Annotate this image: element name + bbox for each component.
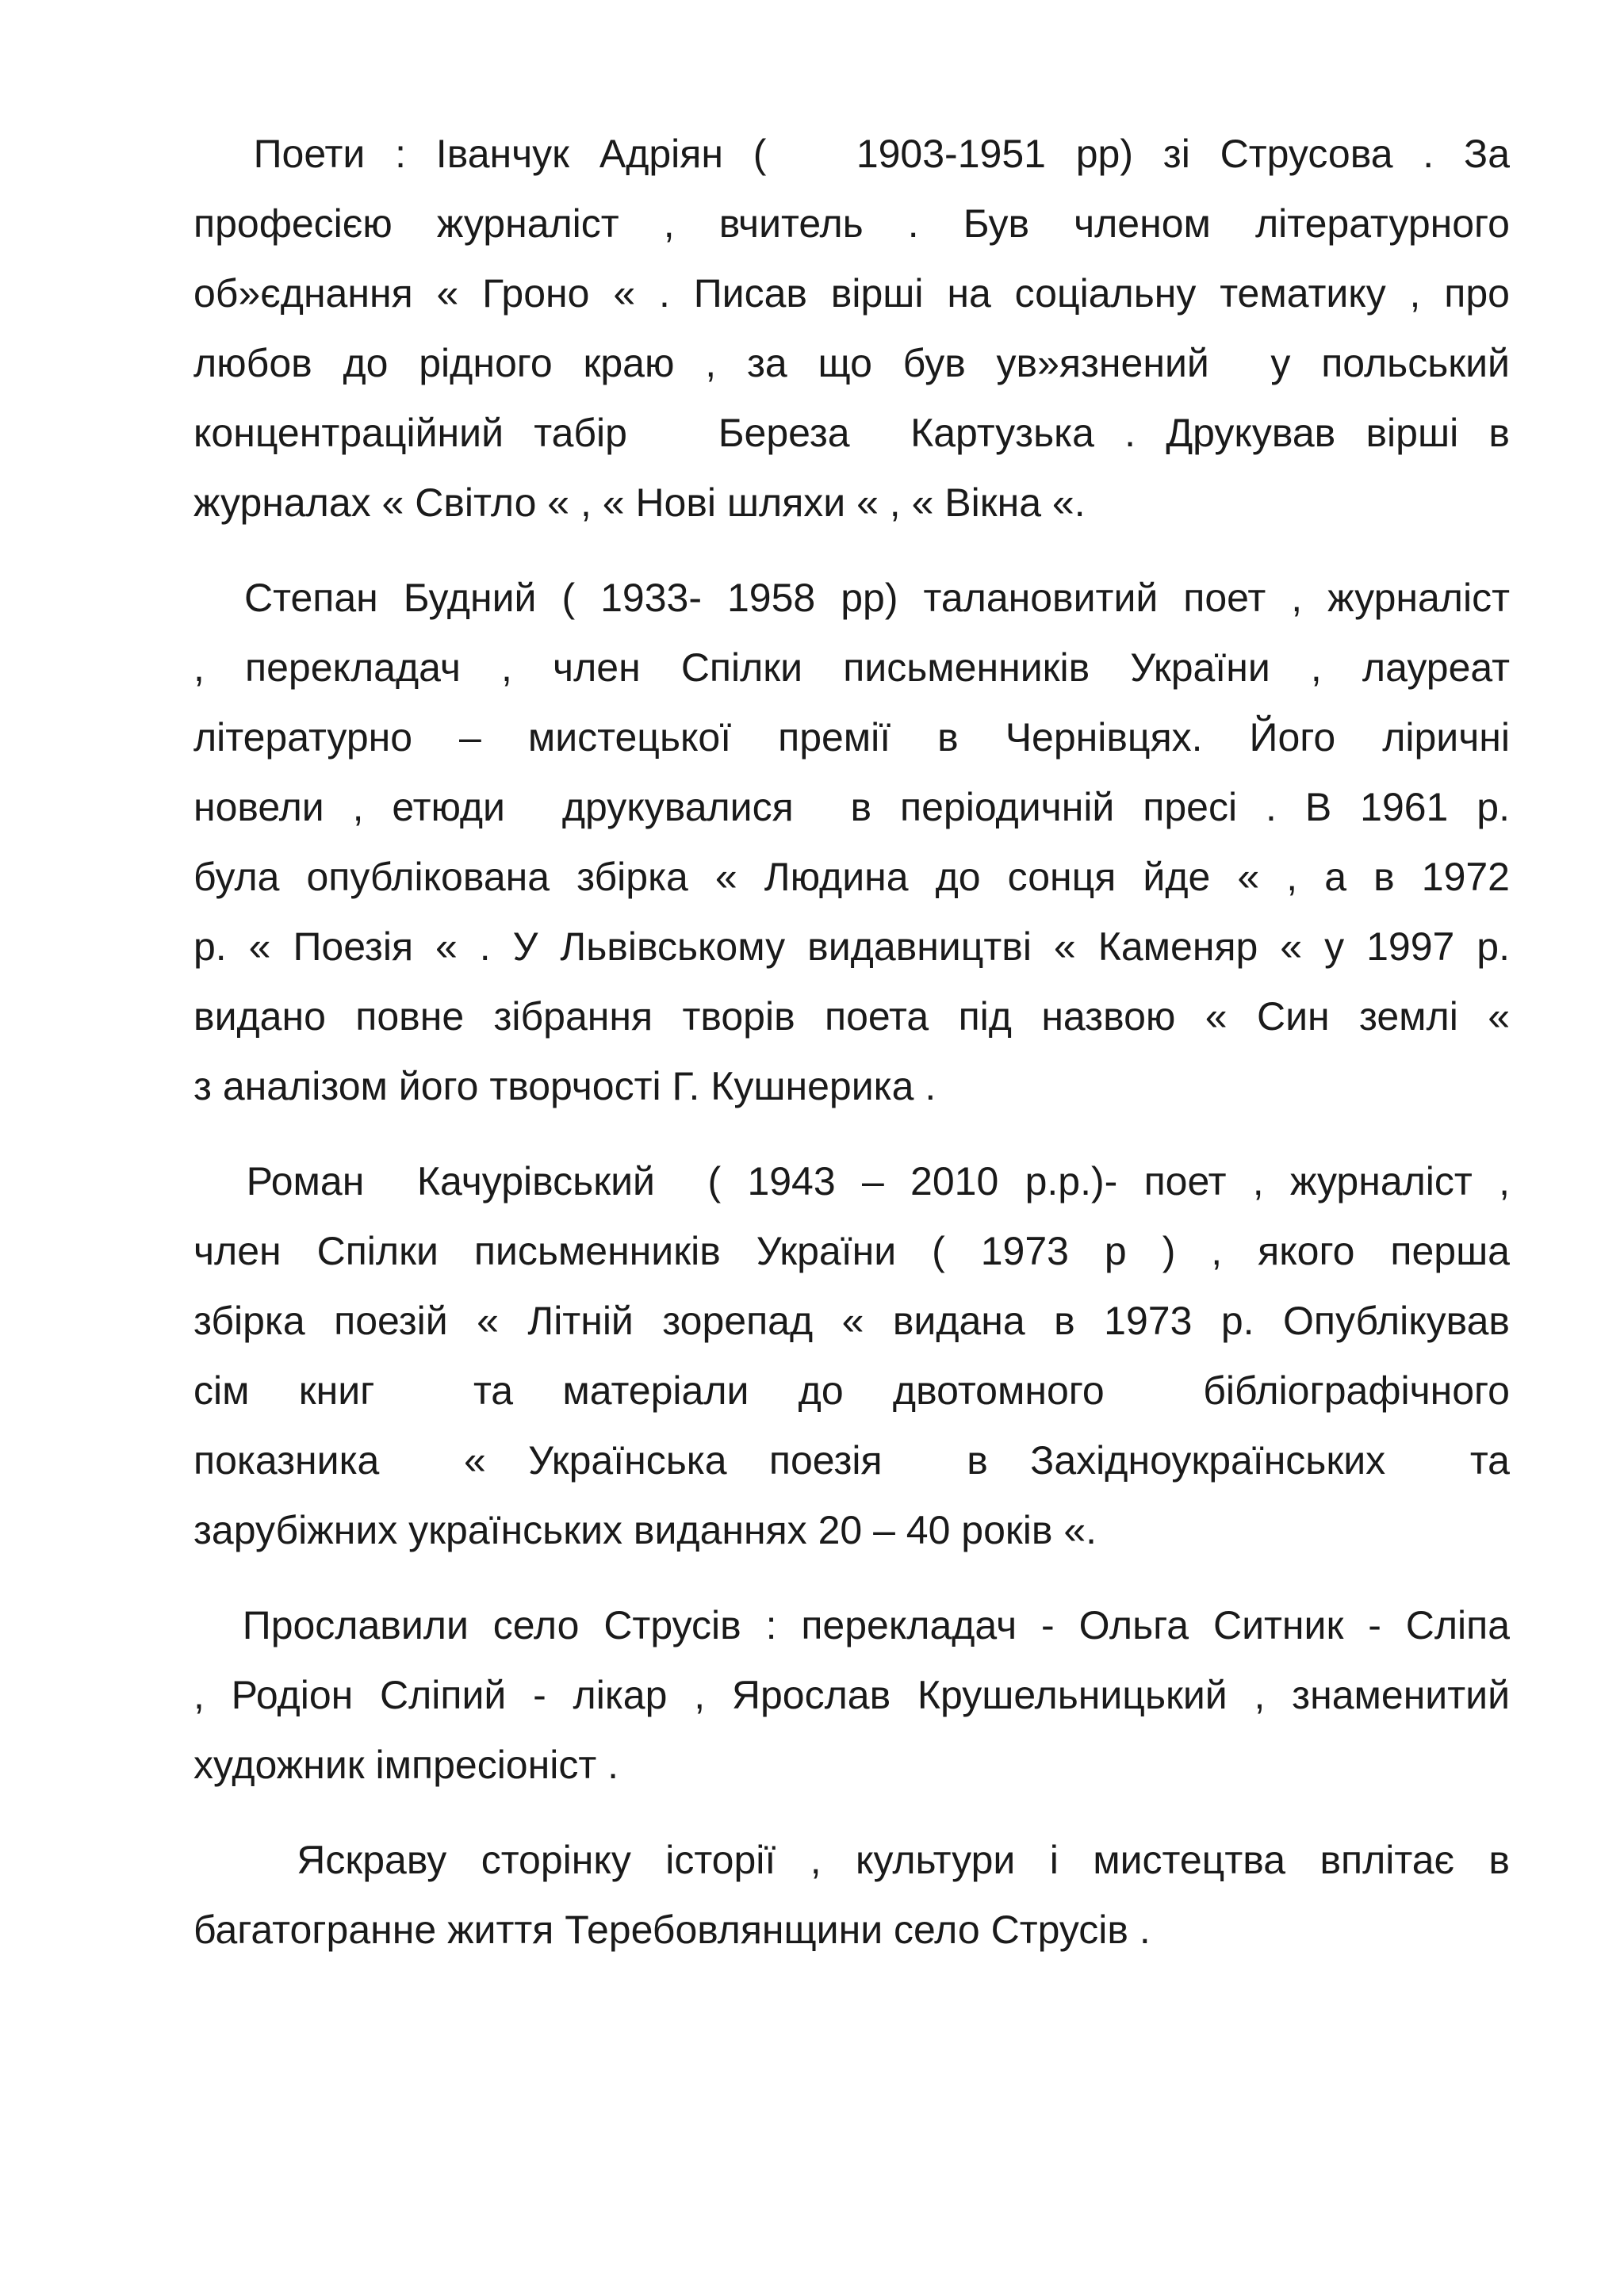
text-line: художник імпресіоніст .: [193, 1743, 619, 1787]
text-line: любов до рідного краю , за що був ув»язнений у польський: [193, 341, 1510, 385]
text-line: , перекладач , член Спілки письменників України , лауреат: [193, 645, 1510, 690]
paragraph-conclusion: [193, 1825, 1510, 1965]
text-line: видано повне зібрання творів поета під назвою « Син землі «: [193, 994, 1510, 1039]
text-line: , Родіон Сліпий - лікар , Ярослав Крушельницький , знаменитий: [193, 1673, 1510, 1717]
text-line: Прославили село Струсів : перекладач - Ольга Ситник - Сліпа: [193, 1603, 1510, 1647]
text-line: літературно – мистецької премії в Чернівцях. Його ліричні: [193, 715, 1510, 760]
text-line: професією журналіст , вчитель . Був членом літературного: [193, 201, 1510, 246]
document-page: [193, 119, 1510, 1990]
text-line: р. « Поезія « . У Львівському видавництві « Каменяр « у 1997 р.: [193, 924, 1510, 969]
text-line: концентраційний табір Береза Картузька . Друкував вірші в: [193, 411, 1510, 455]
text-line: з аналізом його творчості Г. Кушнерика .: [193, 1064, 936, 1108]
text-line: Роман Качурівський ( 1943 – 2010 р.р.)- поет , журналіст ,: [193, 1159, 1510, 1203]
text-line: була опублікована збірка « Людина до сонця йде « , а в 1972: [193, 855, 1510, 899]
text-line: збірка поезій « Літній зорепад « видана в 1973 р. Опублікував: [193, 1299, 1510, 1343]
text-line: показника « Українська поезія в Західноукраїнських та: [193, 1438, 1510, 1483]
paragraph-ivanchuk: [193, 119, 1510, 538]
text-line: об»єднання « Гроно « . Писав вірші на соціальну тематику , про: [193, 271, 1510, 316]
text-line: Поети : Іванчук Адріян ( 1903-1951 рр) зі Струсова . За: [193, 132, 1510, 176]
text-line: член Спілки письменників України ( 1973 р ) , якого перша: [193, 1229, 1510, 1273]
paragraph-budnyi: [193, 563, 1510, 1121]
paragraph-famous-people: [193, 1590, 1510, 1800]
text-line: сім книг та матеріали до двотомного бібліографічного: [193, 1368, 1510, 1413]
text-line: зарубіжних українських виданнях 20 – 40 років «.: [193, 1508, 1097, 1552]
text-line: новели , етюди друкувалися в періодичній пресі . В 1961 р.: [193, 785, 1510, 829]
text-line: багатогранне життя Теребовлянщини село Струсів .: [193, 1908, 1151, 1952]
text-line: Яскраву сторінку історії , культури і мистецтва вплітає в: [193, 1838, 1510, 1882]
text-line: Степан Будний ( 1933- 1958 рр) талановитий поет , журналіст: [193, 576, 1510, 620]
text-line: журналах « Світло « , « Нові шляхи « , « Вікна «.: [193, 480, 1086, 525]
paragraph-kachurivskyi: [193, 1146, 1510, 1565]
